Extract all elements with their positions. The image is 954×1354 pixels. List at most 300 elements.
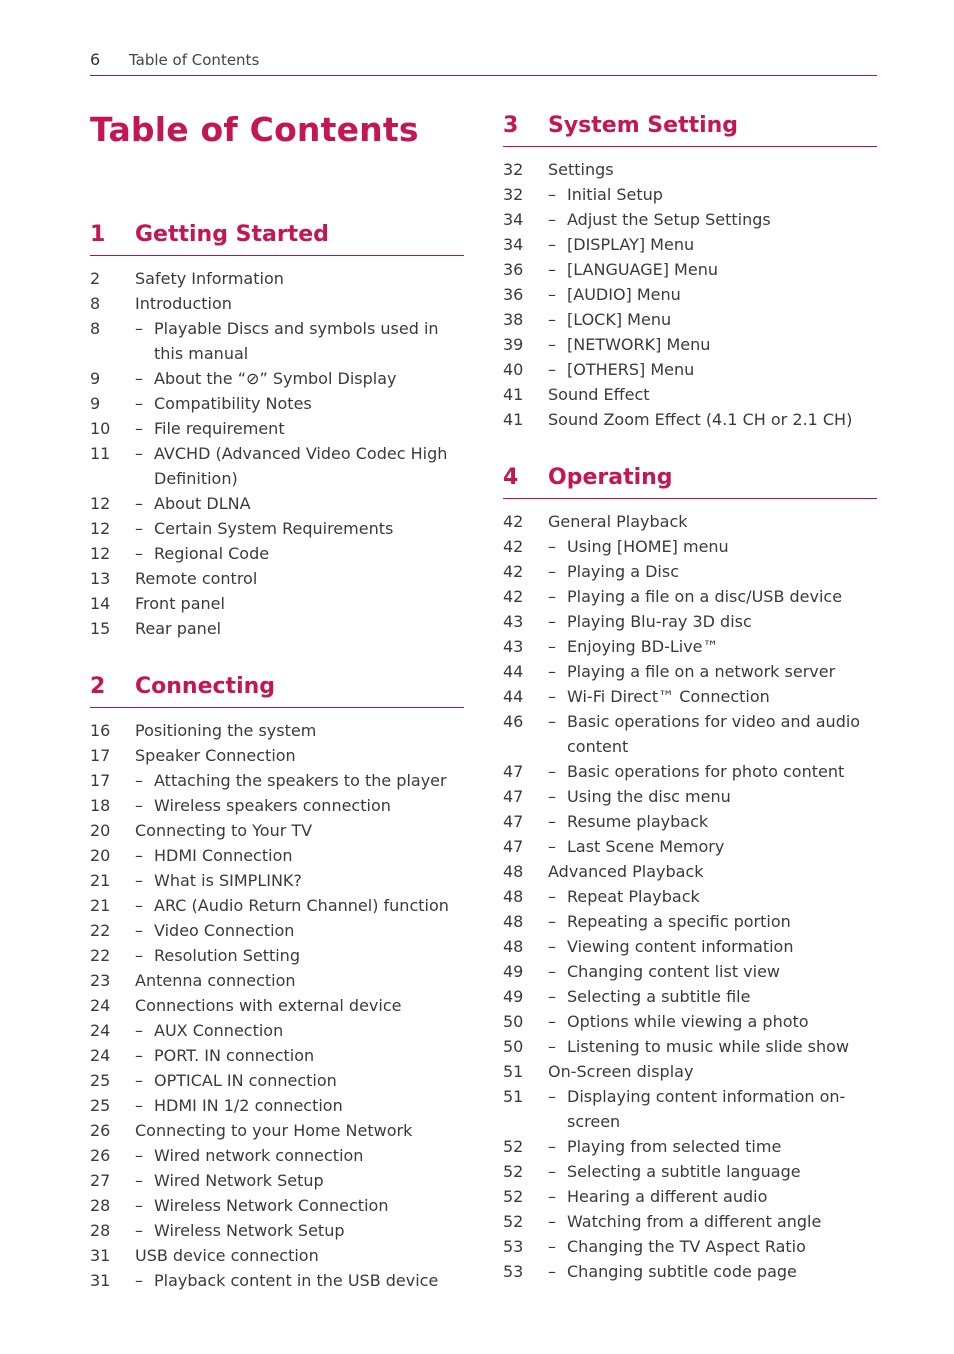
toc-subentry xyxy=(503,659,877,684)
toc-entry-text xyxy=(154,516,464,541)
toc-entry-text xyxy=(567,1084,877,1109)
toc-entry-continuation xyxy=(503,734,877,759)
toc-bullet-dash: – xyxy=(548,787,556,806)
toc-page-number: 34 xyxy=(503,235,524,254)
toc-subentry xyxy=(503,282,877,307)
toc-subentry xyxy=(90,541,464,566)
toc-entry-label: Front panel xyxy=(135,594,225,613)
toc-page-number: 18 xyxy=(90,796,111,815)
toc-entry-text xyxy=(135,993,464,1018)
toc-entry-text xyxy=(567,834,877,859)
toc-bullet-dash: – xyxy=(548,712,556,731)
toc-bullet-dash: – xyxy=(548,637,556,656)
toc-page-number: 14 xyxy=(90,594,111,613)
toc-page-number: 47 xyxy=(503,837,524,856)
toc-entry-list xyxy=(503,157,877,432)
toc-page-number: 15 xyxy=(90,619,111,638)
toc-entry-label: [OTHERS] Menu xyxy=(567,360,695,379)
toc-entry-label: Changing content list view xyxy=(567,962,781,981)
toc-subentry xyxy=(503,257,877,282)
toc-entry-label: Connections with external device xyxy=(135,996,402,1015)
toc-entry-label: [DISPLAY] Menu xyxy=(567,235,695,254)
toc-entry-label: [LOCK] Menu xyxy=(567,310,672,329)
toc-page-number: 12 xyxy=(90,544,111,563)
toc-subentry xyxy=(503,909,877,934)
toc-entry-text xyxy=(567,609,877,634)
toc-entry-text xyxy=(567,307,877,332)
toc-subentry xyxy=(503,1234,877,1259)
toc-subentry xyxy=(503,1259,877,1284)
toc-page-number: 42 xyxy=(503,562,524,581)
toc-page-number: 31 xyxy=(90,1271,111,1290)
toc-entry-label: About DLNA xyxy=(154,494,251,513)
toc-entry-label: Certain System Requirements xyxy=(154,519,394,538)
invalid-symbol-icon: ⊘ xyxy=(246,369,260,388)
toc-entry-text xyxy=(154,341,464,366)
toc-entry-label: Initial Setup xyxy=(567,185,663,204)
toc-subentry xyxy=(90,1193,464,1218)
section-heading xyxy=(90,222,464,256)
toc-entry-text xyxy=(135,1118,464,1143)
toc-bullet-dash: – xyxy=(548,687,556,706)
toc-subentry xyxy=(503,1159,877,1184)
toc-page-number: 21 xyxy=(90,896,111,915)
toc-entry-label: Options while viewing a photo xyxy=(567,1012,809,1031)
toc-page-number: 38 xyxy=(503,310,524,329)
toc-subentry xyxy=(503,1184,877,1209)
toc-entry-continuation xyxy=(503,1109,877,1134)
toc-page-number: 47 xyxy=(503,762,524,781)
toc-entry-label: Connecting to Your TV xyxy=(135,821,313,840)
toc-bullet-dash: – xyxy=(135,319,143,338)
toc-entry-text xyxy=(154,1143,464,1168)
toc-entry xyxy=(90,718,464,743)
toc-entry-label: Playing a file on a network server xyxy=(567,662,836,681)
toc-entry-text xyxy=(154,466,464,491)
toc-entry-label: Attaching the speakers to the player xyxy=(154,771,447,790)
toc-page-number: 32 xyxy=(503,185,524,204)
toc-entry-label: Sound Effect xyxy=(548,385,650,404)
toc-page-number: 21 xyxy=(90,871,111,890)
toc-page-number: 10 xyxy=(90,419,111,438)
toc-subentry xyxy=(90,893,464,918)
toc-page-number: 36 xyxy=(503,285,524,304)
toc-entry-text xyxy=(154,868,464,893)
toc-entry-text xyxy=(135,718,464,743)
toc-entry-text xyxy=(135,591,464,616)
toc-entry-label: Antenna connection xyxy=(135,971,296,990)
toc-bullet-dash: – xyxy=(135,519,143,538)
toc-bullet-dash: – xyxy=(135,921,143,940)
toc-bullet-dash: – xyxy=(548,360,556,379)
toc-entry-label: ARC (Audio Return Channel) function xyxy=(154,896,449,915)
toc-entry-text xyxy=(567,1159,877,1184)
toc-entry-text xyxy=(154,1168,464,1193)
toc-entry xyxy=(503,859,877,884)
toc-subentry xyxy=(503,1009,877,1034)
toc-entry-label: On-Screen display xyxy=(548,1062,694,1081)
toc-subentry xyxy=(503,984,877,1009)
toc-entry-label: Sound Zoom Effect (4.1 CH or 2.1 CH) xyxy=(548,410,853,429)
toc-entry-label: HDMI Connection xyxy=(154,846,293,865)
toc-subentry xyxy=(90,441,464,466)
toc-entry-text xyxy=(154,366,464,391)
header-running-title: Table of Contents xyxy=(129,51,260,69)
toc-entry-text xyxy=(567,1034,877,1059)
toc-page-number: 49 xyxy=(503,987,524,1006)
toc-subentry xyxy=(503,684,877,709)
toc-bullet-dash: – xyxy=(135,394,143,413)
toc-entry xyxy=(90,266,464,291)
toc-page-number: 2 xyxy=(90,269,101,288)
toc-page-number: 24 xyxy=(90,996,111,1015)
toc-page-number: 36 xyxy=(503,260,524,279)
toc-bullet-dash: – xyxy=(135,1146,143,1165)
toc-entry-label: Definition) xyxy=(154,469,238,488)
toc-bullet-dash: – xyxy=(135,846,143,865)
toc-entry xyxy=(90,1243,464,1268)
toc-entry-text xyxy=(567,759,877,784)
toc-page-number: 22 xyxy=(90,921,111,940)
toc-subentry xyxy=(90,918,464,943)
toc-entry-label: Wi-Fi Direct™ Connection xyxy=(567,687,770,706)
toc-page-number: 53 xyxy=(503,1237,524,1256)
toc-entry-text xyxy=(135,566,464,591)
toc-entry-text xyxy=(154,1193,464,1218)
toc-entry-text xyxy=(567,1184,877,1209)
toc-page-number: 50 xyxy=(503,1012,524,1031)
toc-entry-label: Wired Network Setup xyxy=(154,1171,324,1190)
toc-entry-label: Resume playback xyxy=(567,812,709,831)
toc-bullet-dash: – xyxy=(548,962,556,981)
toc-page-number: 16 xyxy=(90,721,111,740)
toc-subentry xyxy=(503,584,877,609)
toc-entry-text xyxy=(154,918,464,943)
toc-page-number xyxy=(503,734,548,759)
toc-page-number: 26 xyxy=(90,1121,111,1140)
toc-entry-label: Regional Code xyxy=(154,544,270,563)
toc-subentry xyxy=(503,1209,877,1234)
toc-entry-text xyxy=(548,509,877,534)
toc-bullet-dash xyxy=(135,341,154,366)
toc-page-number: 42 xyxy=(503,537,524,556)
toc-page-number: 47 xyxy=(503,812,524,831)
toc-bullet-dash: – xyxy=(135,1096,143,1115)
section-title: Connecting xyxy=(135,674,276,699)
toc-entry-label: content xyxy=(567,737,629,756)
toc-entry-label: File requirement xyxy=(154,419,285,438)
toc-page-number: 20 xyxy=(90,821,111,840)
toc-entry-label-suffix: ” Symbol Display xyxy=(259,369,397,388)
section-heading xyxy=(503,465,877,499)
section-heading xyxy=(90,674,464,708)
toc-entry-label: Rear panel xyxy=(135,619,222,638)
toc-entry-label: Positioning the system xyxy=(135,721,317,740)
toc-bullet-dash: – xyxy=(548,1237,556,1256)
toc-entry xyxy=(90,1118,464,1143)
toc-entry-text xyxy=(567,959,877,984)
toc-entry-label: What is SIMPLINK? xyxy=(154,871,302,890)
toc-entry xyxy=(503,157,877,182)
toc-page-number: 24 xyxy=(90,1021,111,1040)
toc-entry xyxy=(90,591,464,616)
toc-bullet-dash: – xyxy=(548,987,556,1006)
toc-page-number: 44 xyxy=(503,662,524,681)
toc-bullet-dash: – xyxy=(135,494,143,513)
toc-page-number: 52 xyxy=(503,1137,524,1156)
toc-bullet-dash: – xyxy=(135,1071,143,1090)
toc-page-number: 43 xyxy=(503,612,524,631)
toc-entry-label: Introduction xyxy=(135,294,232,313)
toc-bullet-dash: – xyxy=(548,912,556,931)
toc-page-number: 28 xyxy=(90,1221,111,1240)
toc-page-number: 42 xyxy=(503,512,524,531)
toc-entry-text xyxy=(567,332,877,357)
toc-bullet-dash: – xyxy=(135,796,143,815)
toc-subentry xyxy=(90,316,464,341)
page-title: Table of Contents xyxy=(90,110,419,149)
toc-entry-label: Wireless Network Setup xyxy=(154,1221,345,1240)
toc-entry-text xyxy=(135,266,464,291)
section-title: Operating xyxy=(548,465,673,490)
toc-entry-label: this manual xyxy=(154,344,249,363)
toc-entry-text xyxy=(567,809,877,834)
toc-page-number: 52 xyxy=(503,1212,524,1231)
toc-entry-label: Using [HOME] menu xyxy=(567,537,729,556)
toc-entry-label: Remote control xyxy=(135,569,258,588)
toc-entry-label: Connecting to your Home Network xyxy=(135,1121,413,1140)
toc-bullet-dash: – xyxy=(548,937,556,956)
toc-bullet-dash: – xyxy=(548,812,556,831)
section-title: System Setting xyxy=(548,113,739,138)
toc-entry-text xyxy=(567,934,877,959)
toc-bullet-dash: – xyxy=(135,444,143,463)
toc-page-number: 12 xyxy=(90,519,111,538)
toc-bullet-dash: – xyxy=(548,1037,556,1056)
toc-entry-list xyxy=(503,509,877,1284)
toc-entry-text xyxy=(567,634,877,659)
toc-bullet-dash: – xyxy=(548,260,556,279)
toc-page-number: 40 xyxy=(503,360,524,379)
toc-page-number: 53 xyxy=(503,1262,524,1281)
toc-entry-label: Selecting a subtitle file xyxy=(567,987,751,1006)
toc-bullet-dash: – xyxy=(548,662,556,681)
toc-page-number: 32 xyxy=(503,160,524,179)
toc-subentry xyxy=(90,1018,464,1043)
toc-entry-text xyxy=(567,1109,877,1134)
toc-entry-label: Advanced Playback xyxy=(548,862,704,881)
toc-entry-text xyxy=(154,391,464,416)
toc-entry xyxy=(90,968,464,993)
toc-page-number: 20 xyxy=(90,846,111,865)
toc-subentry xyxy=(503,759,877,784)
toc-entry-label: [LANGUAGE] Menu xyxy=(567,260,718,279)
toc-page-number: 46 xyxy=(503,712,524,731)
toc-entry-text xyxy=(567,182,877,207)
toc-subentry xyxy=(90,1218,464,1243)
toc-page-number: 51 xyxy=(503,1062,524,1081)
toc-entry-text xyxy=(567,709,877,734)
toc-entry-label: Wireless Network Connection xyxy=(154,1196,389,1215)
toc-bullet-dash: – xyxy=(548,1012,556,1031)
toc-entry-label: [NETWORK] Menu xyxy=(567,335,711,354)
toc-entry-label: Last Scene Memory xyxy=(567,837,725,856)
toc-entry-label: Listening to music while slide show xyxy=(567,1037,850,1056)
toc-subentry xyxy=(90,416,464,441)
toc-entry xyxy=(90,616,464,641)
toc-bullet-dash: – xyxy=(135,1021,143,1040)
toc-entry-text xyxy=(567,784,877,809)
toc-subentry xyxy=(90,1168,464,1193)
toc-entry-text xyxy=(154,316,464,341)
toc-entry-label: Wireless speakers connection xyxy=(154,796,391,815)
toc-entry-text xyxy=(567,1234,877,1259)
toc-entry xyxy=(503,382,877,407)
toc-subentry xyxy=(90,1093,464,1118)
toc-bullet-dash: – xyxy=(135,946,143,965)
toc-entry-label: screen xyxy=(567,1112,621,1131)
toc-page-number: 49 xyxy=(503,962,524,981)
toc-page-number: 28 xyxy=(90,1196,111,1215)
toc-entry-label: Enjoying BD-Live™ xyxy=(567,637,719,656)
toc-entry-label: Displaying content information on- xyxy=(567,1087,846,1106)
toc-entry-text xyxy=(567,1009,877,1034)
toc-entry-label: Playable Discs and symbols used in xyxy=(154,319,439,338)
toc-entry-label: Playing Blu-ray 3D disc xyxy=(567,612,752,631)
toc-entry-text xyxy=(567,584,877,609)
section-getting-started xyxy=(90,222,464,641)
toc-subentry xyxy=(90,1043,464,1068)
toc-entry-text xyxy=(154,1268,464,1293)
toc-entry-text xyxy=(567,1209,877,1234)
toc-page-number: 12 xyxy=(90,494,111,513)
toc-entry-text xyxy=(154,541,464,566)
toc-entry-text xyxy=(548,859,877,884)
toc-subentry xyxy=(90,768,464,793)
toc-bullet-dash: – xyxy=(548,537,556,556)
section-connecting xyxy=(90,674,464,1293)
toc-entry-label: Safety Information xyxy=(135,269,284,288)
section-number: 4 xyxy=(503,465,519,490)
toc-page-number: 25 xyxy=(90,1096,111,1115)
toc-entry-list xyxy=(90,718,464,1293)
toc-entry-text xyxy=(135,616,464,641)
toc-subentry xyxy=(90,366,464,391)
toc-subentry xyxy=(503,534,877,559)
toc-entry-text xyxy=(135,968,464,993)
toc-entry-label: Playback content in the USB device xyxy=(154,1271,439,1290)
toc-bullet-dash: – xyxy=(548,1212,556,1231)
toc-subentry xyxy=(90,1143,464,1168)
toc-page-number: 47 xyxy=(503,787,524,806)
toc-entry-text xyxy=(154,768,464,793)
toc-bullet-dash: – xyxy=(548,335,556,354)
toc-bullet-dash: – xyxy=(548,310,556,329)
toc-entry-text xyxy=(135,743,464,768)
toc-subentry xyxy=(503,357,877,382)
toc-subentry xyxy=(503,884,877,909)
toc-page-number: 42 xyxy=(503,587,524,606)
toc-subentry xyxy=(90,491,464,516)
toc-page-number: 23 xyxy=(90,971,111,990)
toc-page-number: 51 xyxy=(503,1087,524,1106)
toc-entry-text xyxy=(567,207,877,232)
toc-entry xyxy=(90,993,464,1018)
toc-bullet-dash xyxy=(548,1109,567,1134)
toc-entry-continuation xyxy=(90,466,464,491)
toc-page-number: 41 xyxy=(503,410,524,429)
toc-entry-text xyxy=(567,282,877,307)
toc-entry-label: AVCHD (Advanced Video Codec High xyxy=(154,444,448,463)
toc-entry-text xyxy=(567,232,877,257)
toc-entry-text xyxy=(567,984,877,1009)
toc-subentry xyxy=(503,609,877,634)
toc-entry-text xyxy=(154,491,464,516)
toc-entry-text xyxy=(154,843,464,868)
toc-page-number: 48 xyxy=(503,937,524,956)
toc-subentry xyxy=(503,934,877,959)
toc-entry-label: Resolution Setting xyxy=(154,946,300,965)
toc-entry-text xyxy=(135,291,464,316)
toc-subentry xyxy=(90,391,464,416)
toc-entry-label: Viewing content information xyxy=(567,937,794,956)
toc-entry-label: Repeat Playback xyxy=(567,887,700,906)
toc-entry-text xyxy=(154,1018,464,1043)
toc-page-number: 24 xyxy=(90,1046,111,1065)
toc-entry-text xyxy=(154,1218,464,1243)
toc-subentry xyxy=(90,943,464,968)
toc-entry-text xyxy=(548,1059,877,1084)
toc-entry-text xyxy=(154,441,464,466)
toc-entry-label: Wired network connection xyxy=(154,1146,364,1165)
toc-entry xyxy=(90,291,464,316)
running-header xyxy=(90,48,877,76)
toc-bullet-dash: – xyxy=(548,210,556,229)
toc-entry-text xyxy=(154,943,464,968)
toc-entry-label: [AUDIO] Menu xyxy=(567,285,681,304)
toc-entry-text xyxy=(567,684,877,709)
toc-page-number: 17 xyxy=(90,746,111,765)
toc-entry-label: General Playback xyxy=(548,512,688,531)
section-number: 1 xyxy=(90,222,106,247)
section-number: 2 xyxy=(90,674,106,699)
toc-entry-text xyxy=(154,1093,464,1118)
toc-bullet-dash: – xyxy=(548,1162,556,1181)
toc-entry-label: PORT. IN connection xyxy=(154,1046,315,1065)
toc-entry-text xyxy=(154,416,464,441)
toc-entry-text xyxy=(135,1243,464,1268)
toc-entry-text xyxy=(567,1259,877,1284)
toc-bullet-dash: – xyxy=(135,1171,143,1190)
toc-subentry xyxy=(503,1084,877,1109)
toc-bullet-dash: – xyxy=(135,871,143,890)
toc-entry-text xyxy=(567,734,877,759)
toc-subentry xyxy=(503,1134,877,1159)
toc-entry-label: Basic operations for video and audio xyxy=(567,712,861,731)
toc-entry-text xyxy=(567,257,877,282)
toc-bullet-dash: – xyxy=(548,235,556,254)
toc-bullet-dash: – xyxy=(135,1046,143,1065)
toc-subentry xyxy=(503,307,877,332)
toc-bullet-dash: – xyxy=(548,612,556,631)
toc-entry-text xyxy=(567,534,877,559)
toc-bullet-dash: – xyxy=(548,1187,556,1206)
toc-page-number: 41 xyxy=(503,385,524,404)
toc-entry xyxy=(90,743,464,768)
toc-subentry xyxy=(503,1034,877,1059)
toc-page-number: 27 xyxy=(90,1171,111,1190)
toc-entry-text xyxy=(567,559,877,584)
